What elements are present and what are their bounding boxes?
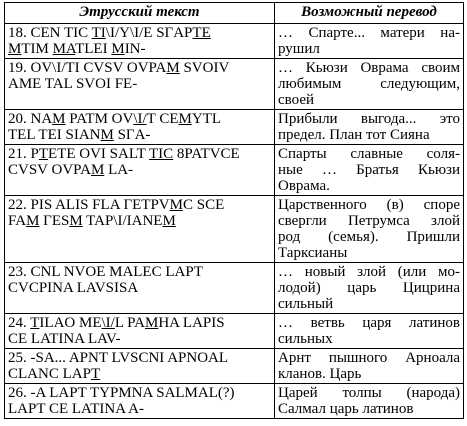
etruscan-text-cell <box>5 110 275 145</box>
table-body <box>5 24 464 419</box>
text-segment: T CE <box>146 111 179 127</box>
etruscan-text-line <box>8 366 271 382</box>
translation-cell <box>275 196 464 263</box>
underlined-letters: M <box>178 111 192 127</box>
table-row <box>5 24 464 59</box>
translation-line: Прибыли выгода... это <box>278 111 460 127</box>
translation-line: сильных <box>278 331 333 347</box>
etruscan-text-line <box>8 111 271 127</box>
etruscan-text-cell <box>5 196 275 263</box>
underlined-letters: M <box>100 127 114 143</box>
text-segment: CVSV OVPA <box>8 162 91 178</box>
underlined-letters: T <box>30 315 40 331</box>
text-segment: 24. <box>8 315 31 331</box>
text-segment: L PA <box>114 315 145 331</box>
header-etruscan-text: Этрусский текст <box>5 3 275 24</box>
translation-line: Спарты славные соля- <box>278 146 460 162</box>
table-row <box>5 349 464 384</box>
etruscan-text-cell <box>5 24 275 59</box>
etruscan-text-line <box>8 60 271 76</box>
etruscan-text-cell <box>5 263 275 314</box>
text-segment: TIM <box>21 41 53 57</box>
translation-line: лодой) царь Цицрина <box>278 280 460 296</box>
etruscan-text-line <box>8 315 271 331</box>
translation-line: своей <box>278 92 315 108</box>
underlined-letters: M <box>111 41 125 57</box>
underlined-letters: M <box>162 213 176 229</box>
text-segment: CVCPINA LAVSISA <box>8 280 139 296</box>
translation-cell <box>275 24 464 59</box>
text-segment: CLANC LAP <box>8 366 91 382</box>
translation-line: любимым следующим, <box>278 76 460 92</box>
underlined-letters: M <box>144 315 159 331</box>
translation-cell <box>275 59 464 110</box>
text-segment: FA <box>8 213 27 229</box>
table-row <box>5 263 464 314</box>
underlined-letters: T <box>38 146 49 162</box>
text-segment: AME TAL SVOI FE- <box>8 76 138 92</box>
text-segment: 25. -SA... APNT LVSCNI APNOAL <box>8 350 229 366</box>
text-segment: ETE OVI SALT <box>48 146 149 162</box>
etruscan-text-line <box>8 25 271 41</box>
underlined-letters: M <box>26 213 40 229</box>
text-segment: TAP\I/IANE <box>82 213 163 229</box>
translation-line: предел. План тот Сияна <box>278 127 430 143</box>
underlined-letters: MA <box>52 41 76 57</box>
table-row <box>5 196 464 263</box>
etruscan-text-line <box>8 41 271 57</box>
etruscan-text-cell <box>5 145 275 196</box>
text-segment: TEL TEI SIAN <box>8 127 101 143</box>
text-segment: IN- <box>124 41 146 57</box>
underlined-letters: \I/ <box>133 111 147 127</box>
etruscan-text-line <box>8 385 271 401</box>
text-segment: HA LAPIS <box>158 315 225 331</box>
translation-line: род (семья). Пришли <box>278 229 460 245</box>
translation-line: Царственного (в) споре <box>278 197 460 213</box>
text-segment: LA- <box>104 162 134 178</box>
text-segment: SVOIV <box>179 60 230 76</box>
translation-line: … новый злой (или мо- <box>278 264 460 280</box>
translation-line: … Кьюзи Оврама своим <box>278 60 460 76</box>
translation-line: сильный <box>278 296 334 312</box>
etruscan-text-line <box>8 350 271 366</box>
text-segment: 21. P <box>8 146 39 162</box>
etruscan-text-line <box>8 197 271 213</box>
etruscan-text-cell <box>5 314 275 349</box>
text-segment: 20. NA <box>8 111 53 127</box>
etruscan-text-line <box>8 76 271 92</box>
text-segment: 22. PIS ALIS FLA ΓETPV <box>8 197 170 213</box>
text-segment: 19. OV\I/TI CVSV OVPA <box>8 60 167 76</box>
translation-line: Арнт пышного Арноала <box>278 350 460 366</box>
text-segment: 26. -A LAPT TYPMNA SALMAL(?) <box>8 385 235 401</box>
table-row <box>5 59 464 110</box>
table-header-row <box>5 3 464 24</box>
translation-line: Царей толпы (народа) <box>278 385 460 401</box>
text-segment: PATM OV <box>65 111 134 127</box>
translation-cell <box>275 110 464 145</box>
translation-cell <box>275 314 464 349</box>
translation-table <box>4 2 464 419</box>
translation-line: Тарксианы <box>278 245 348 261</box>
text-segment: 23. CNL NVOE MALEC LAPT <box>8 264 203 280</box>
table-row <box>5 110 464 145</box>
text-segment: 8PATVCE <box>173 146 240 162</box>
translation-line: кланов. Царь <box>278 366 362 382</box>
etruscan-text-line <box>8 401 271 417</box>
header-possible-translation: Возможный перевод <box>275 3 464 24</box>
translation-line: … Спарте... матери на- <box>278 25 460 41</box>
translation-line: Оврама. <box>278 178 330 194</box>
translation-cell <box>275 349 464 384</box>
etruscan-text-line <box>8 162 271 178</box>
underlined-letters: TIC <box>149 146 174 162</box>
underlined-letters: M <box>169 197 183 213</box>
underlined-letters: M <box>69 213 83 229</box>
etruscan-text-cell <box>5 384 275 419</box>
translation-line: Салмал царь латинов <box>278 401 414 417</box>
text-segment: ILAO ME <box>39 315 102 331</box>
etruscan-text-line <box>8 213 271 229</box>
text-segment: SΓA- <box>113 127 151 143</box>
translation-cell <box>275 145 464 196</box>
underlined-letters: T <box>90 366 101 382</box>
translation-line: ные … Братья Кьюзи <box>278 162 460 178</box>
text-segment: C SCE <box>182 197 225 213</box>
underlined-letters: M <box>166 60 180 76</box>
text-segment: \I/Y\I/E SΓAP <box>105 25 193 41</box>
translation-line: рушил <box>278 41 320 57</box>
underlined-letters: TI <box>91 25 106 41</box>
text-segment: LAPT CE LATINA A- <box>8 401 144 417</box>
table-row <box>5 314 464 349</box>
translation-line: свергли Петрумса злой <box>278 213 460 229</box>
etruscan-text-line <box>8 146 271 162</box>
etruscan-text-line <box>8 331 271 347</box>
text-segment: ΓES <box>39 213 70 229</box>
etruscan-text-cell <box>5 59 275 110</box>
etruscan-text-line <box>8 127 271 143</box>
translation-line: … ветвь царя латинов <box>278 315 460 331</box>
text-segment: YTL <box>191 111 221 127</box>
etruscan-text-line <box>8 280 271 296</box>
table-row <box>5 384 464 419</box>
underlined-letters: M <box>8 41 22 57</box>
text-segment: 18. CEN TIC <box>8 25 92 41</box>
table-row <box>5 145 464 196</box>
underlined-letters: TE <box>192 25 211 41</box>
translation-cell <box>275 263 464 314</box>
text-segment: CE LATINA LAV- <box>8 331 121 347</box>
etruscan-text-line <box>8 264 271 280</box>
translation-cell <box>275 384 464 419</box>
underlined-letters: M <box>52 111 66 127</box>
text-segment: TLEI <box>75 41 112 57</box>
underlined-letters: \I/ <box>101 315 115 331</box>
underlined-letters: M <box>90 162 105 178</box>
etruscan-text-cell <box>5 349 275 384</box>
